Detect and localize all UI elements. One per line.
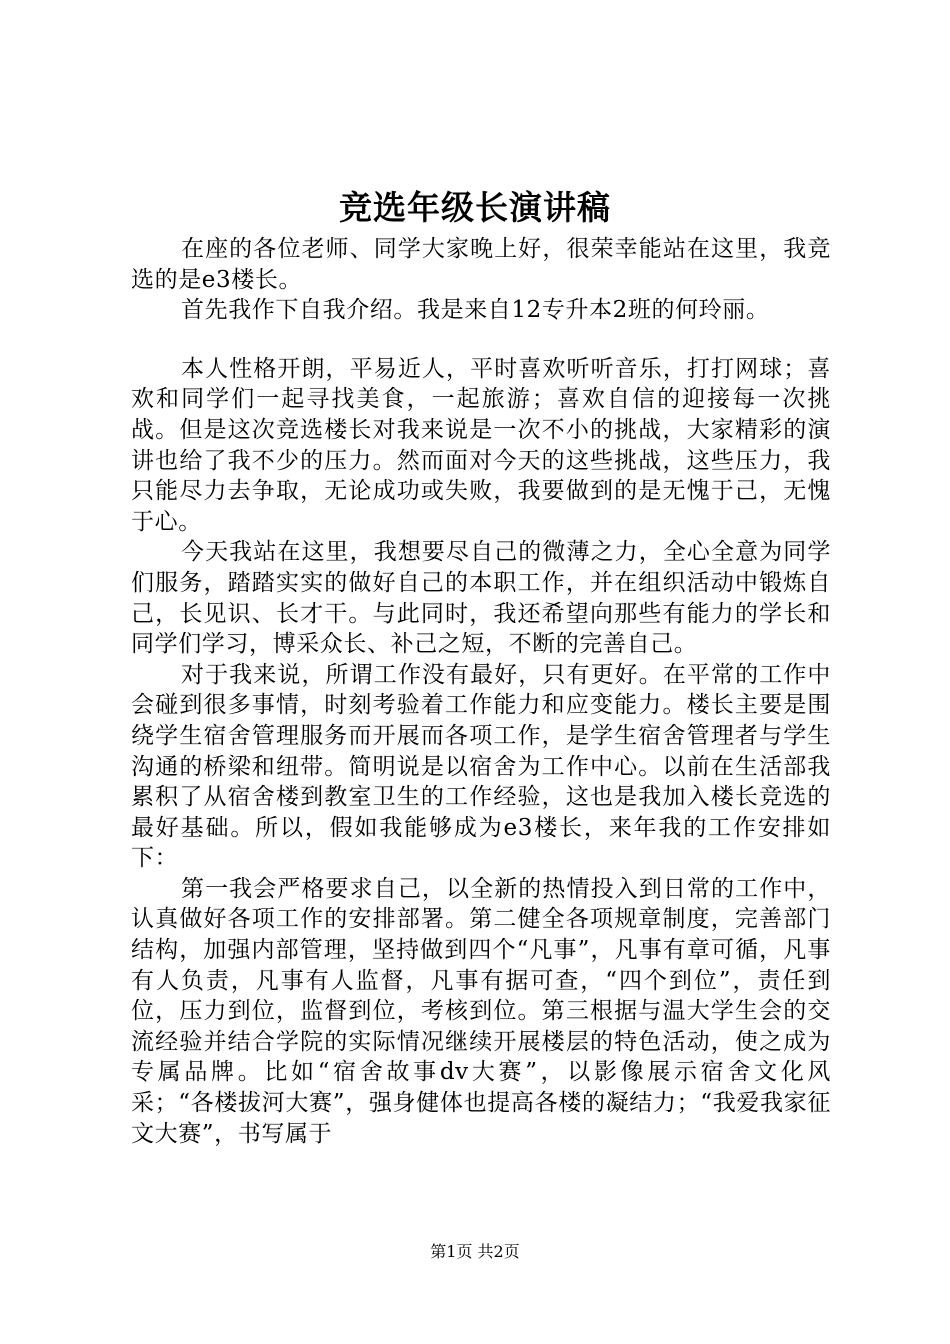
paragraph-work-plan: 第一我会严格要求自己，以全新的热情投入到日常的工作中，认真做好各项工作的安排部署。第二健全各项规章制度，完善部门结构，加强内部管理，坚持做到四个“凡事”，凡事有章可循，凡事有人负责，凡事有人监督，凡事有据可查，“四个到位”，责任到位，压力到位，监督到位，考核到位。第三根据与温大学生会的交流经验并结合学院的实际情况继续开展楼层的特色活动，使之成为专属品牌。比如“宿舍故事dv大赛”，以影像展示宿舍文化风采；“各楼拔河大赛”，强身健体也提高各楼的凝结力；“我爱我家征文大赛”，书写属于	[131, 875, 831, 1147]
paragraph-work-view: 对于我来说，所谓工作没有最好，只有更好。在平常的工作中会碰到很多事情，时刻考验着工作能力和应变能力。楼长主要是围绕学生宿舍管理服务而开展而各项工作，是学生宿舍管理者与学生沟通的桥梁和纽带。简明说是以宿舍为工作中心。以前在生活部我累积了从宿舍楼到教室卫生的工作经验，这也是我加入楼长竞选的最好基础。所以，假如我能够成为e3楼长，来年我的工作安排如下：	[131, 661, 831, 872]
document-body	[131, 234, 831, 1149]
paragraph-commitment: 今天我站在这里，我想要尽自己的微薄之力，全心全意为同学们服务，踏踏实实的做好自己的本职工作，并在组织活动中锻炼自己，长见识、长才干。与此同时，我还希望向那些有能力的学长和同学们学习，博采众长、补己之短，不断的完善自己。	[131, 539, 831, 658]
paragraph-greeting: 在座的各位老师、同学大家晚上好，很荣幸能站在这里，我竞选的是e3楼长。	[131, 236, 831, 293]
paragraph-personality: 本人性格开朗，平易近人，平时喜欢听听音乐，打打网球；喜欢和同学们一起寻找美食，一起旅游；喜欢自信的迎接每一次挑战。但是这次竞选楼长对我来说是一次不小的挑战，大家精彩的演讲也给了我不少的压力。然而面对今天的这些挑战，这些压力，我只能尽力去争取，无论成功或失败，我要做到的是无愧于己，无愧于心。	[131, 355, 831, 535]
page-number-footer: 第1页 共2页	[430, 1242, 520, 1261]
document-title: 竞选年级长演讲稿	[339, 188, 611, 227]
paragraph-introduction: 首先我作下自我介绍。我是来自12专升本2班的何玲丽。	[181, 297, 770, 324]
